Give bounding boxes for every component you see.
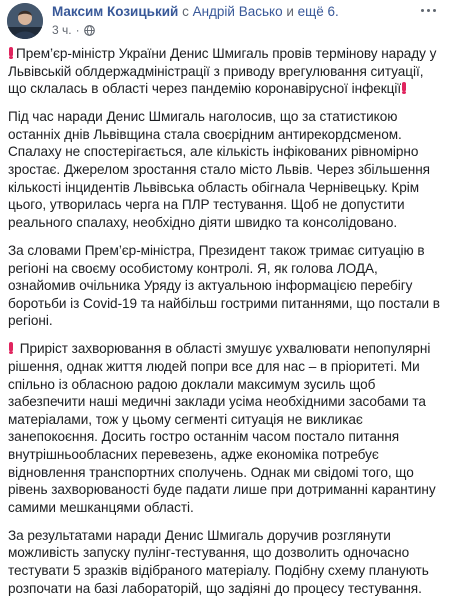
author-avatar[interactable]	[7, 3, 43, 39]
author-line	[52, 3, 339, 20]
tagged-others-link[interactable]: ещё 6.	[297, 4, 339, 19]
author-name-link[interactable]: Максим Козицький	[52, 4, 179, 19]
avatar-image	[7, 3, 43, 39]
exclamation-icon	[9, 342, 13, 354]
post-paragraph-3: За словами Прем’єр-міністра, Президент також тримає ситуацію в регіоні на своєму особистому контролі. Я, як голова ЛОДА, ознайомив очільника Уряду із актуальною інформацією перебігу боротьби із Covid-19 та найбільш гострими питаннями, що постали в регіоні.	[8, 242, 440, 329]
globe-icon[interactable]	[84, 25, 95, 36]
post-paragraph-5: За результатами наради Денис Шмигаль доручив розглянути можливість запуску пулінг-тестування, що дозволить одночасно тестувати 5 зразків відібраного матеріалу. Подібну схему планують розпочати на базі лабораторій, що задіяні до процесу тестування.	[8, 527, 429, 596]
paragraph-1-text: Прем’єр-міністр України Денис Шмигаль провів термінову нараду у Львівській облдержадміністрації з приводу врегулювання ситуації, що склалась в області через пандемію коронавірусної інфекції	[8, 46, 437, 97]
post-paragraph-2: Під час наради Денис Шмигаль наголосив, що за статистикою останніх днів Львівщина стала своєрідним антирекордсменом. Спалаху не спостерігається, але кількість інфікованих рівномірно зростає. Джерелом зростання стало місто Львів. Через збільшення кількості інцидентів Львівська область обігнала Чернівецьку. Крім цього, утворилась черга на ПЛР тестування. Щоб не допустити реального спалаху, необхідно діяти швидко та консолідовано.	[8, 109, 430, 230]
post-meta	[52, 23, 95, 38]
more-options-icon[interactable]	[417, 2, 439, 18]
paragraph-4-text: Приріст захворювання в області змушує ухвалювати непопулярні рішення, однак життя людей попри все для нас – в пріоритеті. Ми спільно із обласною радою доклали максимум зусиль щоб забезпечити наші медичні заклади усіма необхідними засобами та матеріалами, тож у цьому сегменті ситуація не викликає занепокоєння. Досить гостро останнім часом постало питання внутрішньообласних перевезень, адже економіка потребує відновлення транспортних сполучень. Однак ми свідомі того, що рівень захворюваності буде падати лише при дотриманні карантину самими мешканцями області.	[8, 341, 436, 515]
post-paragraph-1	[8, 45, 442, 98]
post-paragraph-4	[8, 340, 442, 516]
exclamation-icon	[402, 82, 406, 94]
post-header	[4, 0, 446, 44]
post-time[interactable]: 3 ч.	[52, 23, 72, 37]
with-text: с	[178, 4, 193, 19]
tagged-person-link[interactable]: Андрій Васько	[192, 4, 283, 19]
post-body	[4, 44, 446, 597]
and-text: и	[282, 4, 298, 19]
exclamation-icon	[9, 47, 13, 59]
meta-separator: ·	[75, 23, 80, 37]
